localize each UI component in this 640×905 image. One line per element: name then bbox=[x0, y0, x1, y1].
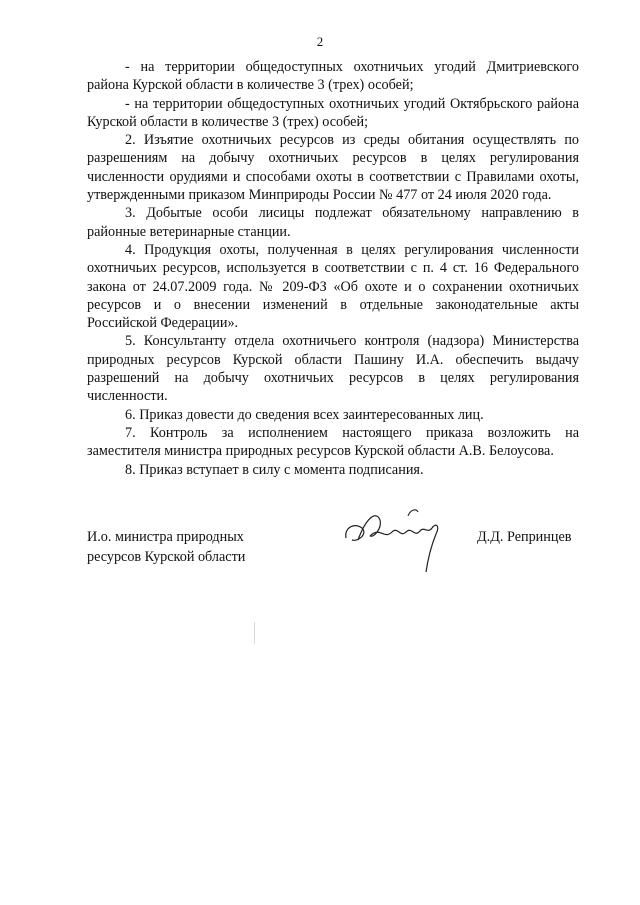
document-body bbox=[87, 58, 579, 479]
paragraph-item-8: 8. Приказ вступает в силу с момента подписания. bbox=[125, 461, 424, 478]
paragraph-dmitriev-district: - на территории общедоступных охотничьих угодий Дмитриевского района Курской области в количестве 3 (трех) особей; bbox=[87, 59, 579, 94]
page-number: 2 bbox=[316, 34, 324, 49]
paragraph-item-4: 4. Продукция охоты, полученная в целях регулирования численности охотничьих ресурсов, используется в соответствии с п. 4 ст. 16 Федерального закона от 24.07.2009 года. № 209-ФЗ «Об охоте и о сохранении охотничьих ресурсов и о внесении изменений в отдельные законодательные акты Российской Федерации». bbox=[87, 241, 579, 332]
paragraph-item-7: 7. Контроль за исполнением настоящего приказа возложить на заместителя министра природных ресурсов Курской области А.В. Белоусова. bbox=[87, 424, 579, 460]
scan-artifact-line bbox=[254, 622, 255, 644]
signatory-position-line-2: ресурсов Курской области bbox=[87, 549, 246, 565]
signatory-position bbox=[87, 527, 245, 567]
signatory-name: Д.Д. Репринцев bbox=[477, 529, 572, 545]
paragraph-oktyabr-district: - на территории общедоступных охотничьих угодий Октябрьского района Курской области в количестве 3 (трех) особей; bbox=[87, 95, 579, 130]
handwritten-signature bbox=[336, 498, 456, 578]
paragraph-item-5: 5. Консультанту отдела охотничьего контроля (надзора) Министерства природных ресурсов Курской области Пашину И.А. обеспечить выдачу разрешений на добычу охотничьих ресурсов в целях регулирования численности. bbox=[87, 333, 579, 405]
paragraph-item-6: 6. Приказ довести до сведения всех заинтересованных лиц. bbox=[125, 406, 484, 423]
signatory-position-line-1: И.о. министра природных bbox=[87, 529, 244, 545]
paragraph-item-3: 3. Добытые особи лисицы подлежат обязательному направлению в районные ветеринарные станции. bbox=[87, 205, 579, 240]
paragraph-item-2: 2. Изъятие охотничьих ресурсов из среды обитания осуществлять по разрешениям на добычу охотничьих ресурсов в целях регулирования численности орудиями и способами охоты в соответствии с Правилами охоты, утвержденными приказом Минприроды России № 477 от 24 июля 2020 года. bbox=[87, 132, 579, 204]
